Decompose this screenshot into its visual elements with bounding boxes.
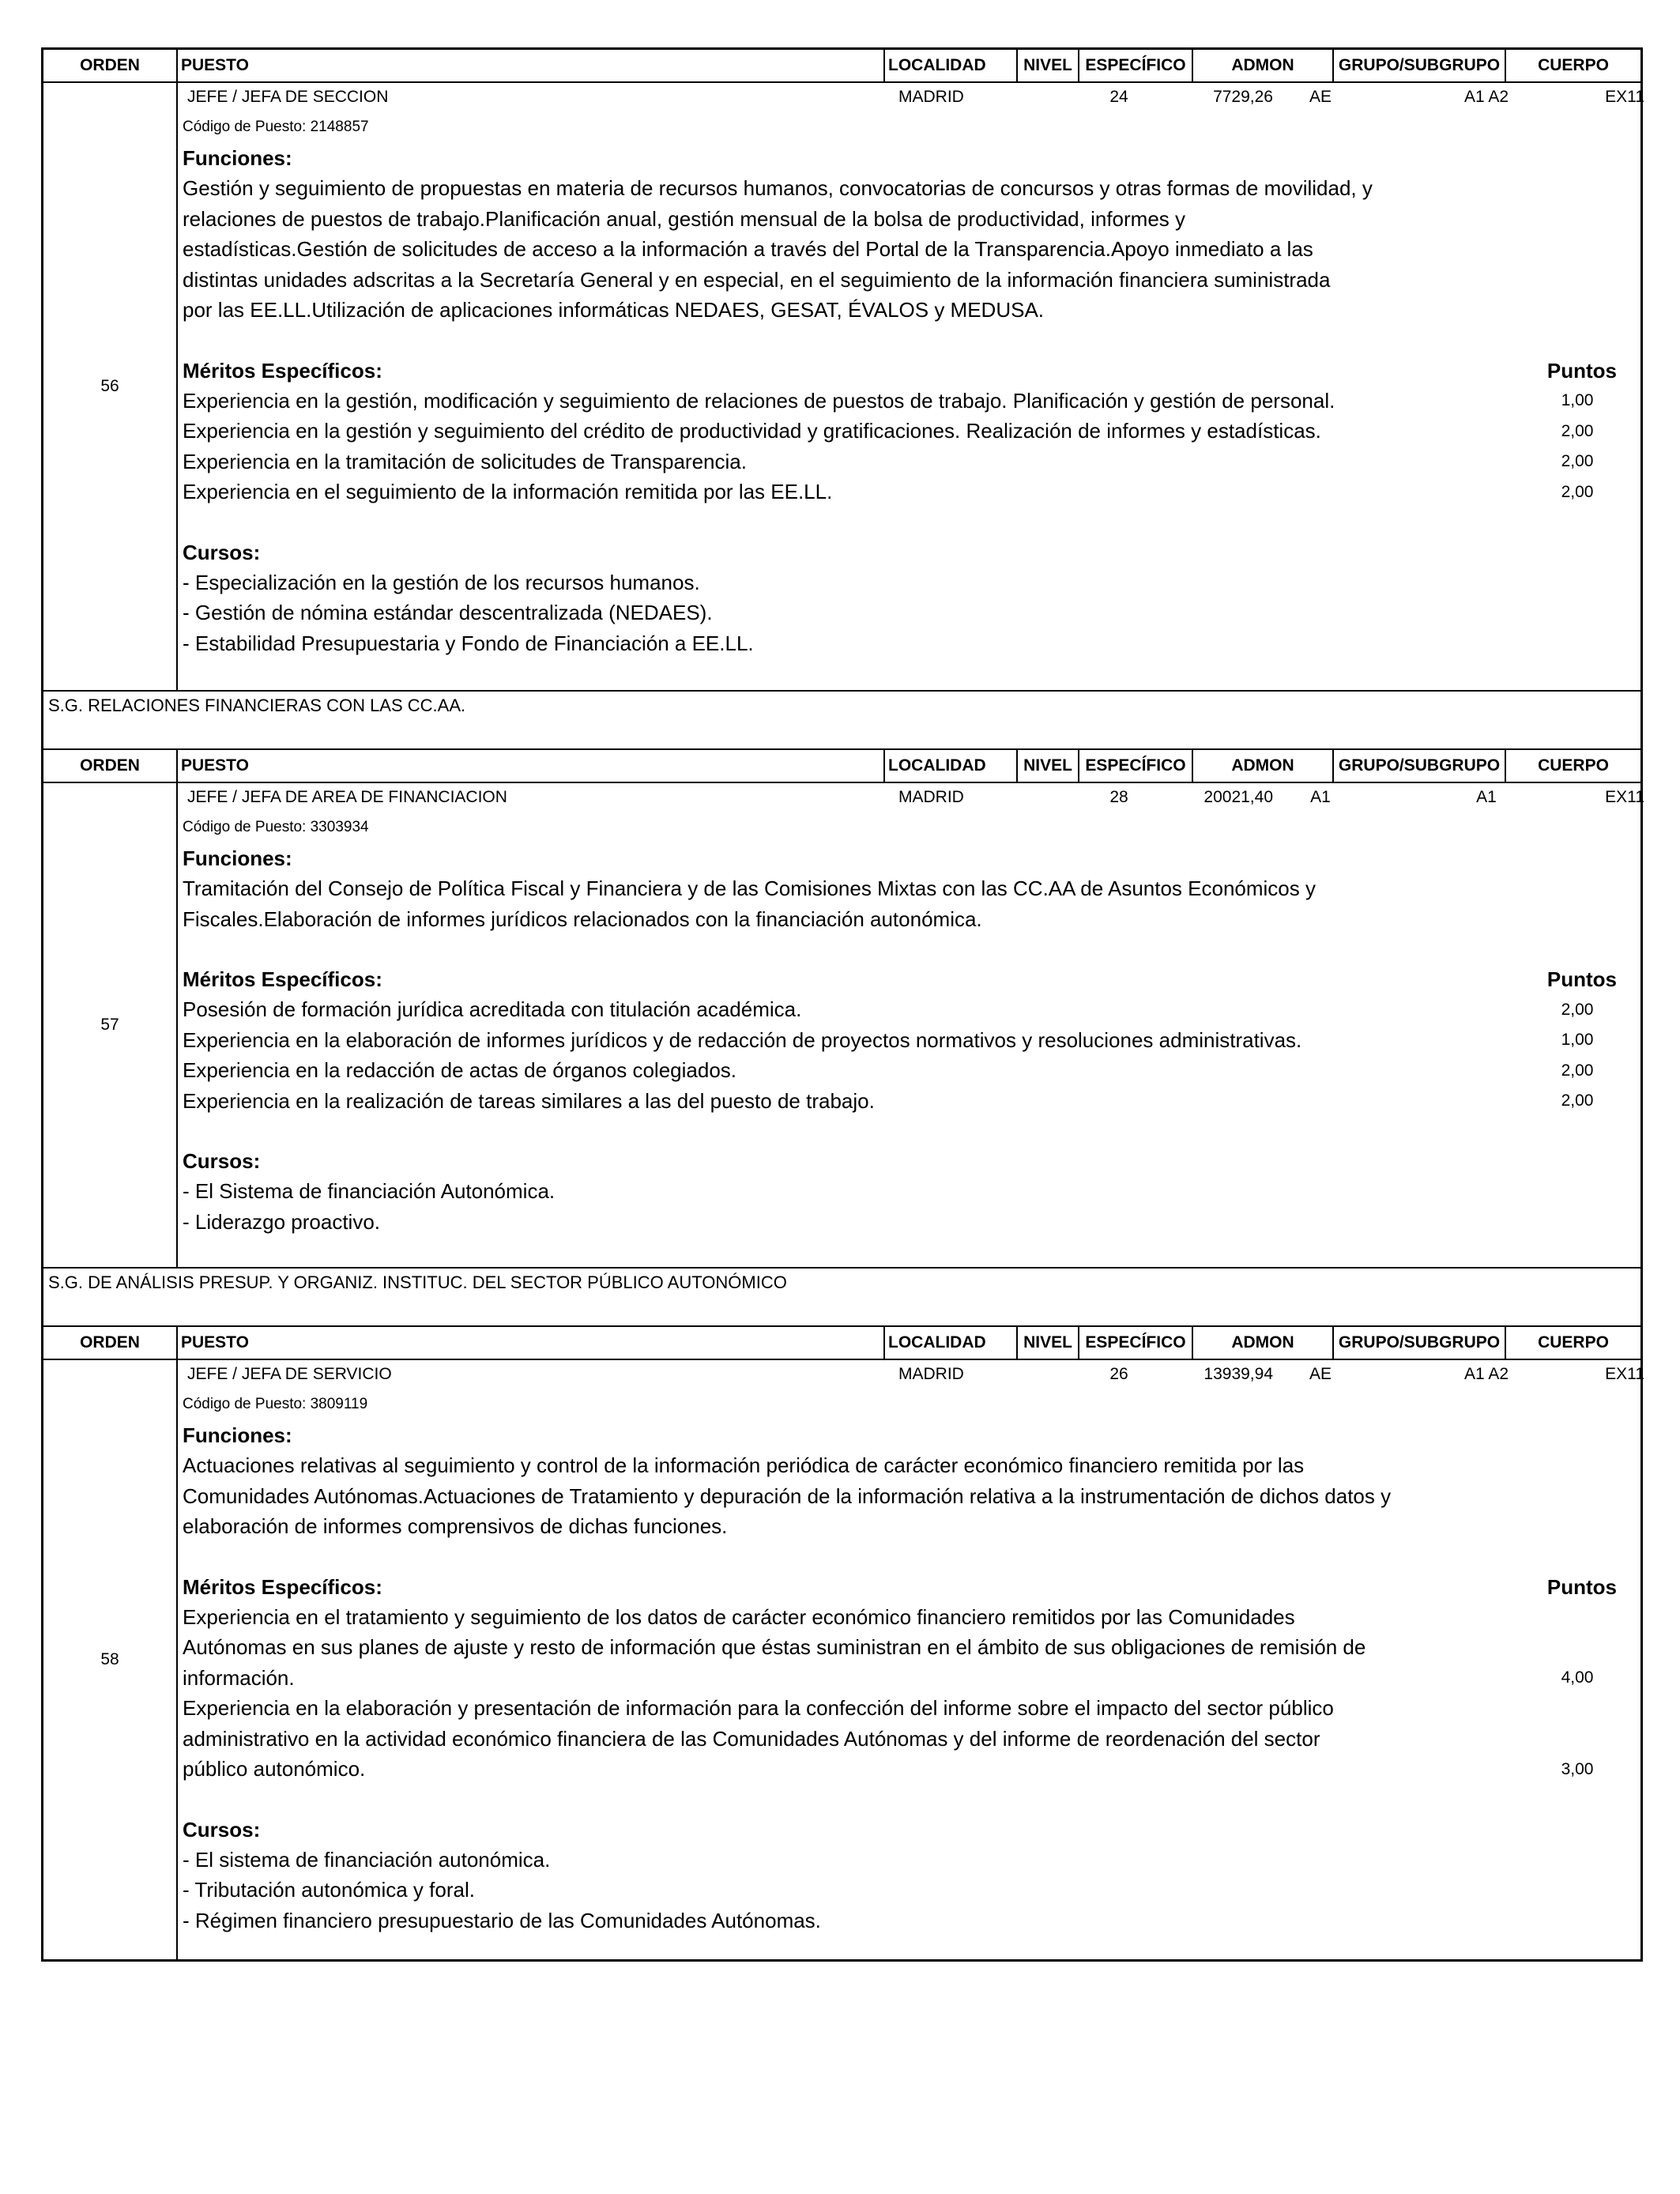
header-cuerpo: CUERPO — [1538, 56, 1609, 74]
curso-item: - Gestión de nómina estándar descentralizada (NEDAES). — [183, 601, 713, 624]
spacer — [183, 507, 1633, 537]
funciones-line: por las EE.LL.Utilización de aplicaciones informáticas NEDAES, GESAT, ÉVALOS y MEDUSA. — [183, 298, 1045, 322]
funciones-heading: Funciones: — [183, 846, 292, 870]
curso-item: - El sistema de financiación autonómica. — [183, 1847, 551, 1872]
curso-item: - Régimen financiero presupuestario de las Comunidades Autónomas. — [183, 1908, 821, 1932]
position-code: Código de Puesto: 2148857 — [183, 119, 369, 135]
table-header-row — [43, 750, 1640, 783]
funciones-line: Gestión y seguimiento de propuestas en materia de recursos humanos, convocatorias de concursos y otras formas de movilidad, y — [183, 176, 1373, 200]
curso-item: - Liderazgo proactivo. — [183, 1209, 381, 1234]
header-grupo: GRUPO/SUBGRUPO — [1332, 1327, 1506, 1359]
merito-item — [183, 1086, 1633, 1117]
header-nivel: NIVEL — [1018, 50, 1079, 81]
header-puesto: PUESTO — [178, 1327, 885, 1359]
merito-item — [183, 1055, 1633, 1086]
meritos-heading-row — [183, 356, 1633, 386]
cursos-heading: Cursos: — [183, 1817, 261, 1842]
header-localidad: LOCALIDAD — [885, 1327, 1018, 1359]
header-cuerpo: CUERPO — [1538, 1333, 1609, 1351]
merito-line: Experiencia en el seguimiento de la información remitida por las EE.LL. — [183, 480, 833, 503]
position-details — [178, 1360, 1644, 1959]
merito-line: Experiencia en la elaboración y presentación de información para la confección del informe sobre el impacto del sector público — [183, 1696, 1334, 1720]
orden-number: 58 — [43, 1360, 178, 1959]
merito-item — [183, 1025, 1633, 1056]
merito-item — [183, 477, 1633, 507]
field-puesto: JEFE / JEFA DE SERVICIO — [187, 1365, 392, 1383]
merito-points: 2,00 — [1561, 1091, 1594, 1110]
merito-points: 2,00 — [1561, 482, 1594, 501]
header-admon: ADMON — [1231, 756, 1294, 775]
funciones-line: relaciones de puestos de trabajo.Planificación anual, gestión mensual de la bolsa de productividad, informes y — [183, 206, 1185, 231]
funciones-line: Fiscales.Elaboración de informes jurídicos relacionados con la financiación autonómica. — [183, 907, 982, 931]
merito-item — [183, 416, 1633, 447]
merito-line: público autonómico. — [183, 1757, 366, 1781]
merito-line: Experiencia en la gestión y seguimiento del crédito de productividad y gratificaciones. Realización de informes y estadísticas. — [183, 419, 1321, 443]
position-summary — [183, 783, 1644, 812]
orden-number: 56 — [43, 83, 178, 690]
field-nivel: 28 — [1109, 788, 1128, 806]
spacer — [183, 1785, 1633, 1815]
table-header-row — [43, 50, 1640, 83]
spacer — [183, 326, 1633, 356]
funciones-line: Actuaciones relativas al seguimiento y control de la información periódica de carácter económico financiero remitida por las — [183, 1453, 1305, 1477]
field-especifico: 7729,26 — [1213, 88, 1273, 106]
header-admon: ADMON — [1231, 56, 1294, 74]
spacer — [183, 934, 1633, 964]
position-details — [178, 783, 1644, 1267]
field-nivel: 26 — [1109, 1365, 1128, 1383]
position-row — [43, 1360, 1644, 1959]
field-grupo: A1 A2 — [1463, 88, 1509, 106]
merito-item — [183, 447, 1633, 477]
position-code: Código de Puesto: 3303934 — [183, 819, 369, 835]
merito-line: Experiencia en la elaboración de informes jurídicos y de redacción de proyectos normativos y resoluciones administrativas. — [183, 1027, 1302, 1052]
merito-line: Experiencia en la gestión, modificación y seguimiento de relaciones de puestos de trabajo. Planificación y gestión de personal. — [183, 388, 1335, 413]
header-puesto: PUESTO — [178, 750, 885, 782]
field-admon: AE — [1309, 1365, 1332, 1383]
field-localidad: MADRID — [898, 88, 964, 106]
meritos-heading: Méritos Específicos: — [183, 967, 382, 991]
merito-points: 2,00 — [1561, 1061, 1594, 1080]
merito-item — [183, 1693, 1633, 1785]
merito-line: Experiencia en el tratamiento y seguimiento de los datos de carácter económico financiero remitidos por las Comunidades — [183, 1604, 1295, 1629]
merito-points: 2,00 — [1561, 452, 1594, 470]
field-puesto: JEFE / JEFA DE AREA DE FINANCIACION — [187, 788, 507, 806]
field-localidad: MADRID — [898, 788, 964, 806]
header-nivel: NIVEL — [1018, 1327, 1079, 1359]
position-summary — [183, 83, 1644, 111]
merito-points: 2,00 — [1561, 421, 1594, 440]
merito-line: información. — [183, 1665, 295, 1690]
position-summary — [183, 1360, 1644, 1389]
meritos-heading: Méritos Específicos: — [183, 358, 382, 383]
funciones-line: distintas unidades adscritas a la Secretaría General y en especial, en el seguimiento de la información financiera suministrada — [183, 267, 1331, 292]
field-cuerpo: EX11 — [1605, 1365, 1644, 1383]
header-grupo: GRUPO/SUBGRUPO — [1332, 750, 1506, 782]
header-admon: ADMON — [1231, 1333, 1294, 1351]
curso-item: - El Sistema de financiación Autonómica. — [183, 1179, 556, 1203]
cursos-heading: Cursos: — [183, 1149, 261, 1173]
spacer — [183, 1542, 1633, 1572]
header-puesto: PUESTO — [178, 50, 885, 81]
funciones-heading: Funciones: — [183, 1423, 292, 1447]
field-admon: AE — [1309, 88, 1332, 106]
funciones-line: Comunidades Autónomas.Actuaciones de Tratamiento y depuración de la información relativa a la instrumentación de dichos datos y — [183, 1483, 1392, 1508]
merito-line: Autónomas en sus planes de ajuste y resto de información que éstas suministran en el ámbito de sus obligaciones de remisión de — [183, 1635, 1366, 1659]
merito-line: Experiencia en la tramitación de solicitudes de Transparencia. — [183, 449, 747, 473]
section-title: S.G. RELACIONES FINANCIERAS CON LAS CC.AA. — [43, 690, 1640, 750]
merito-points: 1,00 — [1561, 1031, 1594, 1049]
curso-item: - Tributación autonómica y foral. — [183, 1878, 475, 1902]
field-cuerpo: EX11 — [1605, 788, 1644, 806]
positions-table — [41, 47, 1643, 1962]
position-row — [43, 783, 1644, 1267]
position-row — [43, 83, 1644, 690]
spacer — [183, 1116, 1633, 1146]
table-header-row — [43, 1327, 1640, 1360]
field-especifico: 20021,40 — [1203, 788, 1273, 806]
header-especifico: ESPECÍFICO — [1079, 750, 1193, 782]
position-details — [178, 83, 1644, 690]
field-cuerpo: EX11 — [1605, 88, 1644, 106]
cursos-heading: Cursos: — [183, 540, 261, 564]
position-code: Código de Puesto: 3809119 — [183, 1396, 368, 1412]
merito-line: Experiencia en la redacción de actas de órganos colegiados. — [183, 1058, 737, 1082]
merito-line: administrativo en la actividad económico financiera de las Comunidades Autónomas y del informe de reordenación del sector — [183, 1726, 1320, 1751]
merito-points: 3,00 — [1561, 1759, 1594, 1778]
curso-item: - Estabilidad Presupuestaria y Fondo de Financiación a EE.LL. — [183, 631, 754, 655]
field-admon: A1 — [1310, 788, 1331, 806]
header-cuerpo: CUERPO — [1538, 756, 1609, 775]
funciones-heading: Funciones: — [183, 146, 292, 170]
merito-item — [183, 1602, 1633, 1694]
puntos-heading: Puntos — [1546, 967, 1617, 991]
merito-points: 1,00 — [1561, 391, 1594, 409]
meritos-heading-row — [183, 1572, 1633, 1602]
header-orden: ORDEN — [43, 50, 178, 81]
funciones-line: elaboración de informes comprensivos de dichas funciones. — [183, 1514, 728, 1538]
merito-points: 2,00 — [1561, 1000, 1594, 1019]
header-nivel: NIVEL — [1018, 750, 1079, 782]
header-orden: ORDEN — [43, 750, 178, 782]
merito-item — [183, 386, 1633, 417]
funciones-line: Tramitación del Consejo de Política Fiscal y Financiera y de las Comisiones Mixtas con las CC.AA de Asuntos Económicos y — [183, 876, 1316, 900]
header-grupo: GRUPO/SUBGRUPO — [1332, 50, 1506, 81]
field-nivel: 24 — [1109, 88, 1128, 106]
header-especifico: ESPECÍFICO — [1079, 50, 1193, 81]
field-grupo: A1 A2 — [1463, 1365, 1509, 1383]
meritos-heading-row — [183, 964, 1633, 994]
curso-item: - Especialización en la gestión de los recursos humanos. — [183, 570, 700, 594]
header-localidad: LOCALIDAD — [885, 50, 1018, 81]
header-orden: ORDEN — [43, 1327, 178, 1359]
header-localidad: LOCALIDAD — [885, 750, 1018, 782]
field-grupo: A1 — [1476, 788, 1497, 806]
meritos-heading: Méritos Específicos: — [183, 1574, 382, 1599]
field-localidad: MADRID — [898, 1365, 964, 1383]
section-title: S.G. DE ANÁLISIS PRESUP. Y ORGANIZ. INSTITUC. DEL SECTOR PÚBLICO AUTONÓMICO — [43, 1267, 1640, 1327]
merito-item — [183, 994, 1633, 1025]
puntos-heading: Puntos — [1546, 358, 1617, 383]
orden-number: 57 — [43, 783, 178, 1267]
merito-points: 4,00 — [1561, 1668, 1594, 1687]
field-puesto: JEFE / JEFA DE SECCION — [187, 88, 389, 106]
puntos-heading: Puntos — [1546, 1574, 1617, 1599]
header-especifico: ESPECÍFICO — [1079, 1327, 1193, 1359]
merito-line: Posesión de formación jurídica acreditada con titulación académica. — [183, 997, 802, 1021]
field-especifico: 13939,94 — [1203, 1365, 1273, 1383]
funciones-line: estadísticas.Gestión de solicitudes de acceso a la información a través del Portal de la Transparencia.Apoyo inmediato a las — [183, 237, 1313, 261]
merito-line: Experiencia en la realización de tareas similares a las del puesto de trabajo. — [183, 1088, 875, 1113]
